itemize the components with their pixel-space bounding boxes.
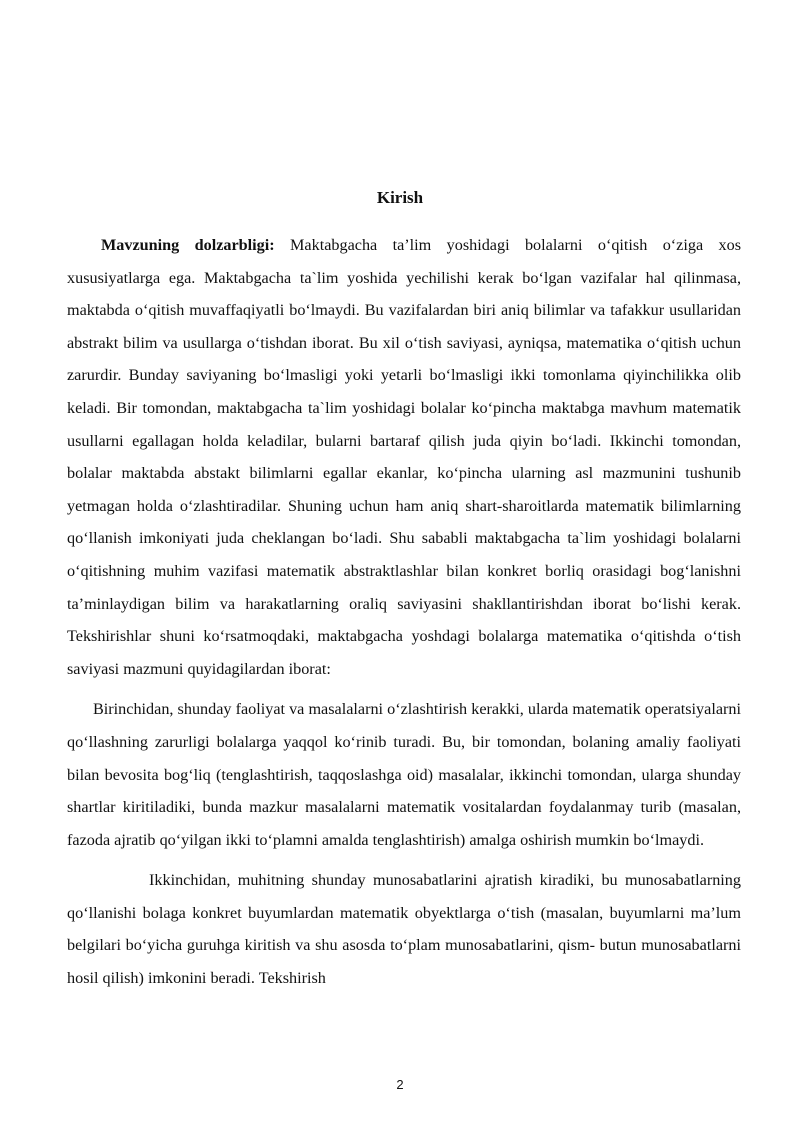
page-number: 2 <box>396 1077 404 1092</box>
paragraph-first-point: Birinchidan, shunday faoliyat va masalalarni o‘zlashtirish kerakki, ularda matematik operatsiyalarni qo‘llashning zarurligi bolalarga yaqqol ko‘rinib turadi. Bu, bir tomondan, bolaning amaliy faoliyati bilan bevosita bog‘liq (tenglashtirish, taqqoslashga oid) masalalar, ikkinchi tomondan, ularga shunday shartlar kiritiladiki, bunda mazkur masalalarni matematik vositalardan foydalanmay turib (masalan, fazoda ajratib qo‘yilgan ikki to‘plamni amalda tenglashtirish) amalga oshirish mumkin bo‘lmaydi. <box>67 700 741 849</box>
paragraph-text: Maktabgacha ta’lim yoshidagi bolalarni o‘qitish o‘ziga xos xususiyatlarga ega. Maktabgacha ta`lim yoshida yechilishi kerak bo‘lgan vazifalar hal qilinmasa, maktabda o‘qitish muvaffaqiyatli bo‘lmaydi. Bu vazifalardan biri aniq bilimlar va tafakkur usullaridan abstrakt bilim va usullarga o‘tishdan iborat. Bu xil o‘tish saviyasi, ayniqsa, matematika o‘qitish uchun zarurdir. Bunday saviyaning bo‘lmasligi yoki yetarli bo‘lmasligi ikki tomonlama qiyinchilikka olib keladi. Bir tomondan, maktabgacha ta`lim yoshidagi bolalar ko‘pincha maktabga mavhum matematik usullarni egallagan holda keladilar, bularni bartaraf qilish juda qiyin bo‘ladi. Ikkinchi tomondan, bolalar maktabda abstakt bilimlarni egallar ekanlar, ko‘pincha ularning asl mazmunini tushunib yetmagan holda o‘zlashtiradilar. Shuning uchun ham aniq shart-sharoitlarda matematik bilimlarning qo‘llanish imkoniyati juda cheklangan bo‘ladi. Shu sababli maktabgacha ta`lim yoshidagi bolalarni o‘qitishning muhim vazifasi matematik abstraktlashlar bilan konkret borliq orasidagi bog‘lanishni ta’minlaydigan bilim va harakatlarning oraliq saviyasini shakllantirishdan iborat bo‘lishi kerak. Tekshirishlar shuni ko‘rsatmoqdaki, maktabgacha yoshdagi bolalarga matematika o‘qitishda o‘tish saviyasi mazmuni quyidagilardan iborat: <box>67 236 741 678</box>
paragraph-second-point: Ikkinchidan, muhitning shunday munosabatlarini ajratish kiradiki, bu munosabatlarning qo‘llanishi bolaga konkret buyumlardan matematik obyektlarga o‘tish (masalan, buyumlarni ma’lum belgilari bo‘yicha guruhga kiritish va shu asosda to‘plam munosabatlarini, qism- butun munosabatlarni hosil qilish) imkonini beradi. Tekshirish <box>67 871 741 988</box>
paragraph-relevance <box>67 229 741 685</box>
document-body <box>67 229 741 995</box>
paragraph-lead: Mavzuning dolzarbligi: <box>101 236 275 254</box>
page-title: Kirish <box>376 188 424 207</box>
